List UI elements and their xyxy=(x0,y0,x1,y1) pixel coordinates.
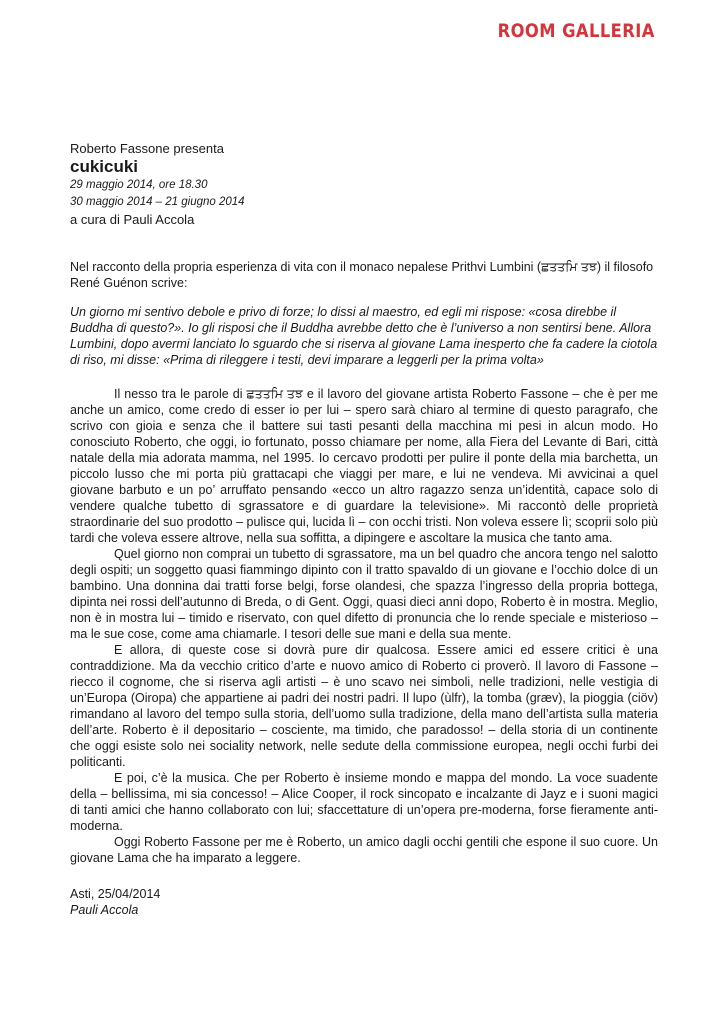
gallery-logo: ROOM GALLERIA xyxy=(497,20,655,42)
opening-date: 29 maggio 2014, ore 18.30 xyxy=(70,179,208,191)
presenter-line: Roberto Fassone presenta xyxy=(70,141,224,156)
signoff xyxy=(70,886,658,918)
author-name: Pauli Accola xyxy=(70,903,139,917)
body-paragraph: Oggi Roberto Fassone per me è Roberto, un amico dagli occhi gentili che espone il suo cuore. Un giovane Lama che ha imparato a leggere. xyxy=(70,835,658,865)
intro-paragraph: Nel racconto della propria esperienza di vita con il monaco nepalese Prithvi Lumbini (ਛਤਤਮਿ ਤਝ) il filosofo René Guénon scrive: xyxy=(70,260,654,290)
quote-paragraph: Un giorno mi sentivo debole e privo di forze; lo dissi al maestro, ed egli mi rispose: «cosa direbbe il Buddha di questo?». Io gli risposi che il Buddha avrebbe detto che è l’universo a non sentirsi bene. Allora Lumbini, dopo avermi lanciato lo sguardo che si riserva al giovane Lama inesperto che fa cadere la ciotola di riso, mi disse: «Prima di rileggere i testi, devi imparare a leggerli per la prima volta» xyxy=(70,305,658,367)
curator-line: a cura di Pauli Accola xyxy=(70,212,195,227)
place-date: Asti, 25/04/2014 xyxy=(70,887,161,901)
body-paragraph: E poi, c’è la musica. Che per Roberto è insieme mondo e mappa del mondo. La voce suadente della – bellissima, mi sia concesso! – Alice Cooper, il rock sincopato e incalzante di Jayz e i suoni magici di tanti amici che hanno collaborato con lui; sfaccettature di un’opera pre-moderna, forse fieramente anti-moderna. xyxy=(70,771,658,833)
press-release xyxy=(70,140,658,918)
body-paragraph: Quel giorno non comprai un tubetto di sgrassatore, ma un bel quadro che ancora tengo nel salotto degli ospiti; un soggetto quasi fiammingo dipinto con il tratto spavaldo di un giovane e l’occhio dolce di un bambino. Una donnina dai tratti forse belgi, forse olandesi, che spazza l’ingresso della propria bottega, dipinta nei rossi dell’autunno di Breda, o di Gent. Oggi, quasi dieci anni dopo, Roberto è in mostra. Meglio, non è in mostra lui – timido e riservato, con quel difetto di pronuncia che lo rende speciale e misterioso – ma le sue cose, come ama chiamarle. I tesori delle sue mani e della sua mente. xyxy=(70,547,658,641)
body-paragraph: E allora, di queste cose si dovrà pure dir qualcosa. Essere amici ed essere critici è una contraddizione. Ma da vecchio critico d’arte e nuovo amico di Roberto ci proverò. Il lavoro di Fassone – riecco il cognome, che si riserva agli artisti – è uno scavo nei simboli, nelle tradizioni, nelle vestigia di un’Europa (Oiropa) che appartiene ai padri dei nostri padri. Il lupo (ùlfr), la tomba (græv), la pioggia (ciöv) rimandano al lavoro del tempo sulla storia, dell’uomo sulla tradizione, della mano dell’artista sulla materia dell’arte. Roberto è il depositario – cosciente, ma timido, che paradosso! – della storia di un continente che oggi esiste solo nei sociality network, nelle sedute della commissione europea, negli occhi furbi dei politicanti. xyxy=(70,643,658,769)
article-body xyxy=(70,386,658,866)
exhibition-title: cukicuki xyxy=(70,157,139,176)
exhibition-run: 30 maggio 2014 – 21 giugno 2014 xyxy=(70,196,245,208)
body-paragraph: Il nesso tra le parole di ਛਤਤਮਿ ਤਝ e il lavoro del giovane artista Roberto Fassone – che è per me anche un amico, come credo di esser io per lui – spero sarà chiaro al termine di questo paragrafo, che scrivo con gioia e senza che il battere sui tasti pesanti della macchina mi pesi in alcun modo. Ho conosciuto Roberto, che oggi, io fortunato, posso chiamare per nome, alla Fiera del Levante di Bari, città natale della mia adorata mamma, nel 1995. Io cercavo prodotti per pulire il ponte della mia barchetta, un piccolo lusso che mi porta più grattacapi che viaggi per mare, e lui ne vendeva. Mi avvicinai a quel giovane barbuto e un po’ arruffato pensando «ecco un altro ragazzo senza un’identità, capace solo di vendere qualche tubetto di sgrassatore e di guardare la televisione». Mi raccontò delle proprietà straordinarie del suo prodotto – pulisce qui, lucida lì – con occhi tristi. Non voleva essere lì; scoprii solo più tardi che voleva essere altrove, nella sua soffitta, a dipingere e ascoltare la musica che tanto ama. xyxy=(70,387,658,545)
